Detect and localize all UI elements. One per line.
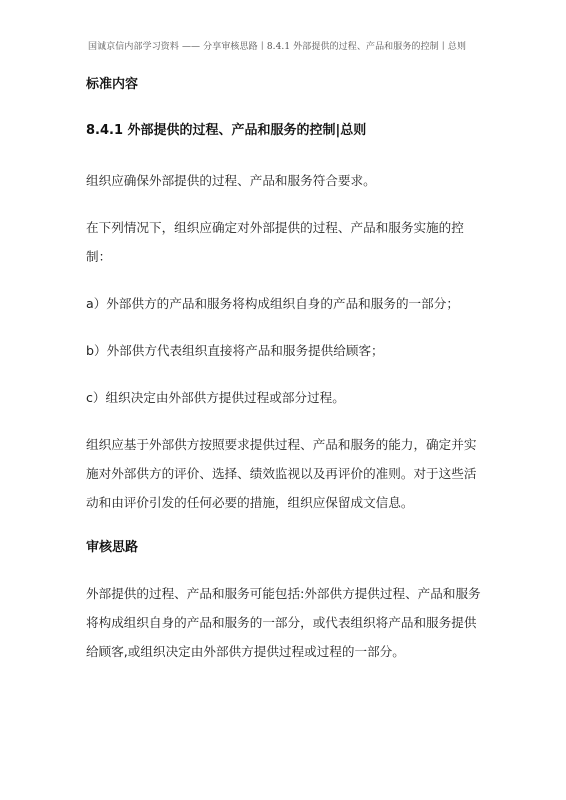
paragraph-line: 外部提供的过程、产品和服务可能包括:外部供方提供过程、产品和服务: [86, 586, 481, 601]
list-item-b: b）外部供方代表组织直接将产品和服务提供给顾客；: [86, 343, 384, 358]
paragraph-line: 组织应基于外部供方按照要求提供过程、产品和服务的能力，确定并实: [86, 437, 477, 452]
list-item-a: a）外部供方的产品和服务将构成组织自身的产品和服务的一部分；: [86, 296, 459, 311]
paragraph-line: 将构成组织自身的产品和服务的一部分，或代表组织将产品和服务提供: [86, 615, 477, 630]
paragraph-line: 给顾客,或组织决定由外部供方提供过程或过程的一部分。: [86, 644, 405, 659]
paragraph-conditions: 在下列情况下，组织应确定对外部提供的过程、产品和服务实施的控制：: [86, 220, 464, 264]
standard-content-heading: 标准内容: [86, 77, 139, 92]
running-header: 国诚京信内部学习资料 —— 分享审核思路丨8.4.1 外部提供的过程、产品和服务的控制丨总则: [88, 42, 467, 52]
paragraph-line: 施对外部供方的评价、选择、绩效监视以及再评价的准则。对于这些活: [86, 466, 477, 481]
audit-approach-heading: 审核思路: [86, 540, 139, 555]
paragraph-requirement: 组织应确保外部提供的过程、产品和服务符合要求。: [86, 173, 376, 188]
paragraph-line: 动和由评价引发的任何必要的措施，组织应保留成文信息。: [86, 495, 414, 510]
paragraph-evaluation-criteria: [86, 430, 486, 517]
document-body: [86, 72, 486, 666]
clause-heading: 8.4.1 外部提供的过程、产品和服务的控制|总则: [86, 123, 367, 138]
list-item-c: c）组织决定由外部供方提供过程或部分过程。: [86, 390, 345, 405]
paragraph-audit-approach: [86, 579, 486, 666]
